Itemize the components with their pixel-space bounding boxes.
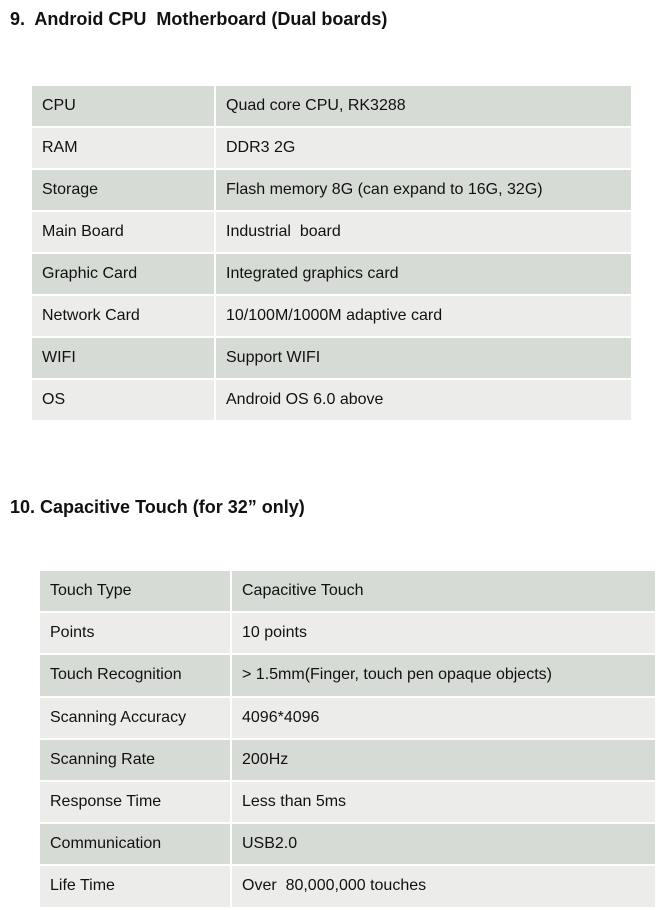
spec-label: Scanning Accuracy (40, 697, 231, 739)
spec-value: Integrated graphics card (215, 253, 631, 295)
table-row (32, 253, 631, 295)
table-row (40, 865, 655, 907)
spec-value: Support WIFI (215, 337, 631, 379)
table-row (40, 654, 655, 696)
spec-label: Points (40, 612, 231, 654)
spec-value: 4096*4096 (231, 697, 655, 739)
table-row (32, 295, 631, 337)
touch-spec-table (40, 571, 655, 909)
spec-label: Graphic Card (32, 253, 215, 295)
section-heading-android-cpu: 9. Android CPU Motherboard (Dual boards) (10, 9, 388, 29)
table-row (32, 211, 631, 253)
spec-label: Touch Type (40, 571, 231, 612)
spec-value: 200Hz (231, 739, 655, 781)
spec-value: Android OS 6.0 above (215, 379, 631, 421)
spec-label: RAM (32, 127, 215, 169)
spec-value: Capacitive Touch (231, 571, 655, 612)
spec-value: Industrial board (215, 211, 631, 253)
spec-label: CPU (32, 86, 215, 127)
table-row (40, 571, 655, 612)
table-row (40, 823, 655, 865)
spec-label: Touch Recognition (40, 654, 231, 696)
table-row (40, 739, 655, 781)
spec-label: OS (32, 379, 215, 421)
spec-value: 10 points (231, 612, 655, 654)
spec-value: Less than 5ms (231, 781, 655, 823)
spec-label: Main Board (32, 211, 215, 253)
table-row (32, 127, 631, 169)
table-row (32, 337, 631, 379)
spec-value: Flash memory 8G (can expand to 16G, 32G) (215, 169, 631, 211)
spec-label: WIFI (32, 337, 215, 379)
spec-value: Quad core CPU, RK3288 (215, 86, 631, 127)
spec-label: Communication (40, 823, 231, 865)
spec-label: Network Card (32, 295, 215, 337)
spec-label: Response Time (40, 781, 231, 823)
table-row (40, 612, 655, 654)
table-row (32, 86, 631, 127)
spec-value: > 1.5mm(Finger, touch pen opaque objects) (231, 654, 655, 696)
table-row (40, 697, 655, 739)
spec-value: 10/100M/1000M adaptive card (215, 295, 631, 337)
spec-value: Over 80,000,000 touches (231, 865, 655, 907)
cpu-spec-table (32, 86, 631, 422)
section-heading-capacitive-touch: 10. Capacitive Touch (for 32” only) (10, 497, 305, 517)
spec-value: USB2.0 (231, 823, 655, 865)
spec-label: Scanning Rate (40, 739, 231, 781)
table-row (32, 379, 631, 421)
table-row (40, 781, 655, 823)
spec-label: Life Time (40, 865, 231, 907)
spec-value: DDR3 2G (215, 127, 631, 169)
table-row (32, 169, 631, 211)
spec-label: Storage (32, 169, 215, 211)
